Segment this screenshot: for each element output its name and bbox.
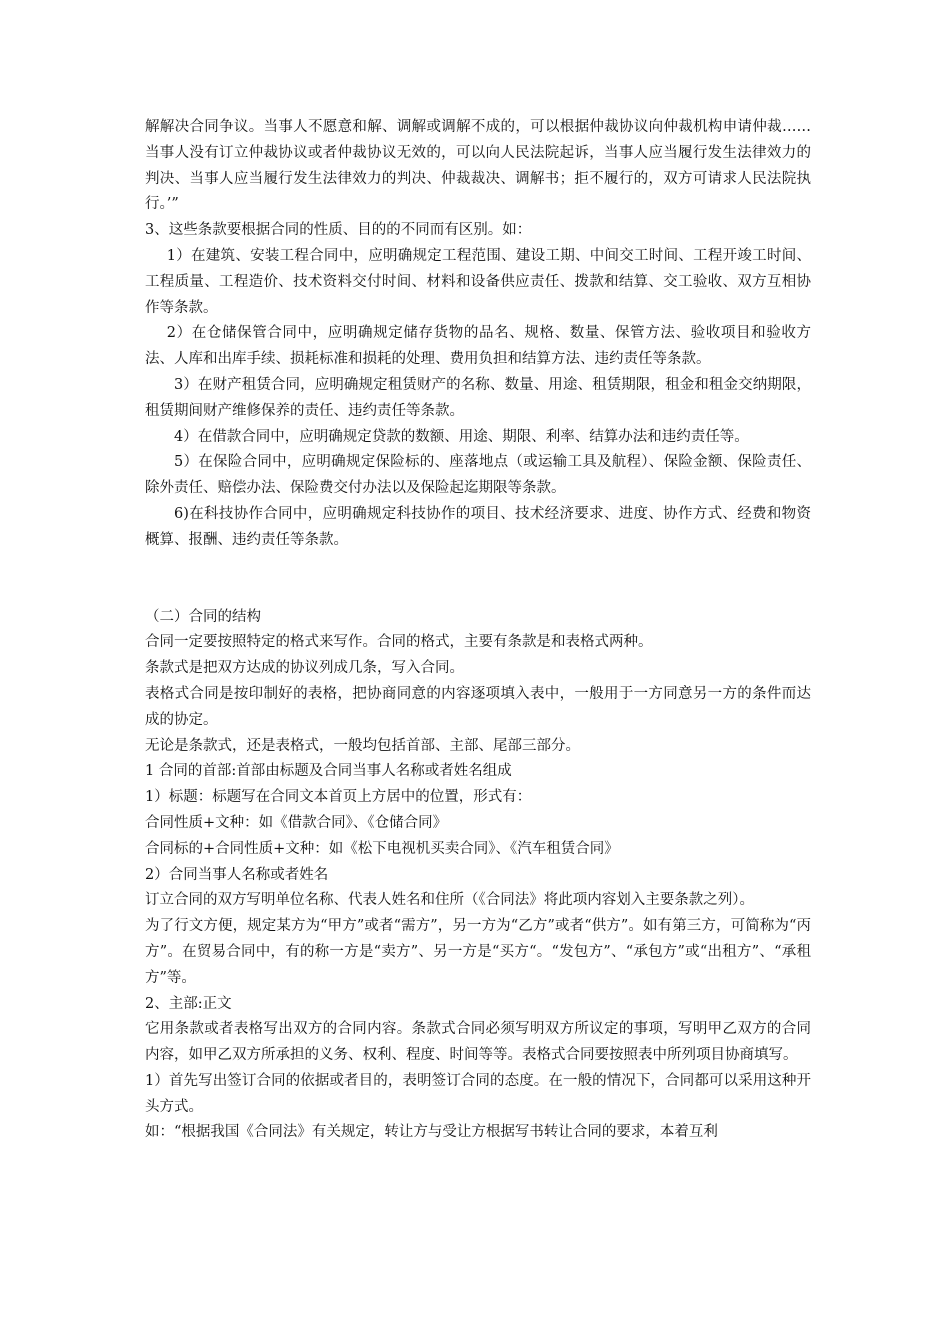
paragraph: 如：“根据我国《合同法》有关规定，转让方与受让方根据写书转让合同的要求，本着互利 xyxy=(145,1124,718,1141)
paragraph: 合同一定要按照特定的格式来写作。合同的格式，主要有条款是和表格式两种。 xyxy=(145,634,653,651)
paragraph: 为了行文方便，规定某方为“甲方”或者“需方”，另一方为“乙方”或者“供方”。如有第三方，可简称为“丙方”。在贸易合同中，有的称一方是“卖方”、另一方是“买方“。“发包方”、“承包方”或“出租方”、“承租方”等。 xyxy=(145,918,811,986)
clause-item-loan: 4）在借款合同中，应明确规定贷款的数额、用途、期限、利率、结算办法和违约责任等。 xyxy=(174,428,749,445)
paragraph: 表格式合同是按印制好的表格，把协商同意的内容逐项填入表中，一般用于一方同意另一方的条件而达成的协定。 xyxy=(145,685,811,728)
paragraph: 1）标题：标题写在合同文本首页上方居中的位置，形式有： xyxy=(145,789,532,806)
paragraph: 订立合同的双方写明单位名称、代表人姓名和住所（《合同法》将此项内容划入主要条款之列）。 xyxy=(145,892,754,909)
subheading: 1 合同的首部:首部由标题及合同当事人名称或者姓名组成 xyxy=(145,763,512,780)
paragraph: 条款式是把双方达成的协议列成几条，写入合同。 xyxy=(145,660,464,677)
paragraph: 合同性质+文种：如《借款合同》、《仓储合同》 xyxy=(145,814,448,831)
section-heading: （二）合同的结构 xyxy=(145,608,261,625)
subheading: 2）合同当事人名称或者姓名 xyxy=(145,866,329,883)
point-3-paragraph: 3、这些条款要根据合同的性质、目的的不同而有区别。如： xyxy=(145,222,532,239)
intro-paragraph: 解解决合同争议。当事人不愿意和解、调解或调解不成的，可以根据仲裁协议向仲裁机构申请仲裁……当事人没有订立仲裁协议或者仲裁协议无效的，可以向人民法院起诉，当事人应当履行发生法律效力的判决、当事人应当履行发生法律效力的判决、仲裁裁决、调解书；拒不履行的，双方可请求人民法院执行。’” xyxy=(145,119,811,213)
section-gap xyxy=(145,554,811,605)
clause-item-tech: 6)在科技协作合同中，应明确规定科技协作的项目、技术经济要求、进度、协作方式、经费和物资概算、报酬、违约责任等条款。 xyxy=(145,505,811,548)
paragraph: 合同标的+合同性质+文种：如《松下电视机买卖合同》、《汽车租赁合同》 xyxy=(145,840,619,857)
clause-item-lease: 3）在财产租赁合同，应明确规定租赁财产的名称、数量、用途、租赁期限，租金和租金交纳期限，租赁期间财产维修保养的责任、违约责任等条款。 xyxy=(145,376,811,419)
paragraph: 无论是条款式，还是表格式，一般均包括首部、主部、尾部三部分。 xyxy=(145,737,580,754)
paragraph: 1）首先写出签订合同的依据或者目的，表明签订合同的态度。在一般的情况下，合同都可以采用这种开头方式。 xyxy=(145,1072,811,1115)
document-body xyxy=(145,115,811,1146)
clause-item-insurance: 5）在保险合同中，应明确规定保险标的、座落地点（或运输工具及航程）、保险金额、保险责任、除外责任、赔偿办法、保险费交付办法以及保险起迄期限等条款。 xyxy=(145,454,811,497)
clause-item-construction: 1）在建筑、安装工程合同中，应明确规定工程范围、建设工期、中间交工时间、工程开竣工时间、工程质量、工程造价、技术资料交付时间、材料和设备供应责任、拨款和结算、交工验收、双方互相协作等条款。 xyxy=(145,247,811,316)
subheading: 2、主部:正文 xyxy=(145,995,232,1012)
paragraph: 它用条款或者表格写出双方的合同内容。条款式合同必须写明双方所议定的事项，写明甲乙双方的合同内容，如甲乙双方所承担的义务、权利、程度、时间等等。表格式合同要按照表中所列项目协商填写。 xyxy=(145,1021,811,1064)
clause-item-storage: 2）在仓储保管合同中，应明确规定储存货物的品名、规格、数量、保管方法、验收项目和验收方法、人库和出库手续、损耗标准和损耗的处理、费用负担和结算方法、违约责任等条款。 xyxy=(145,325,811,368)
